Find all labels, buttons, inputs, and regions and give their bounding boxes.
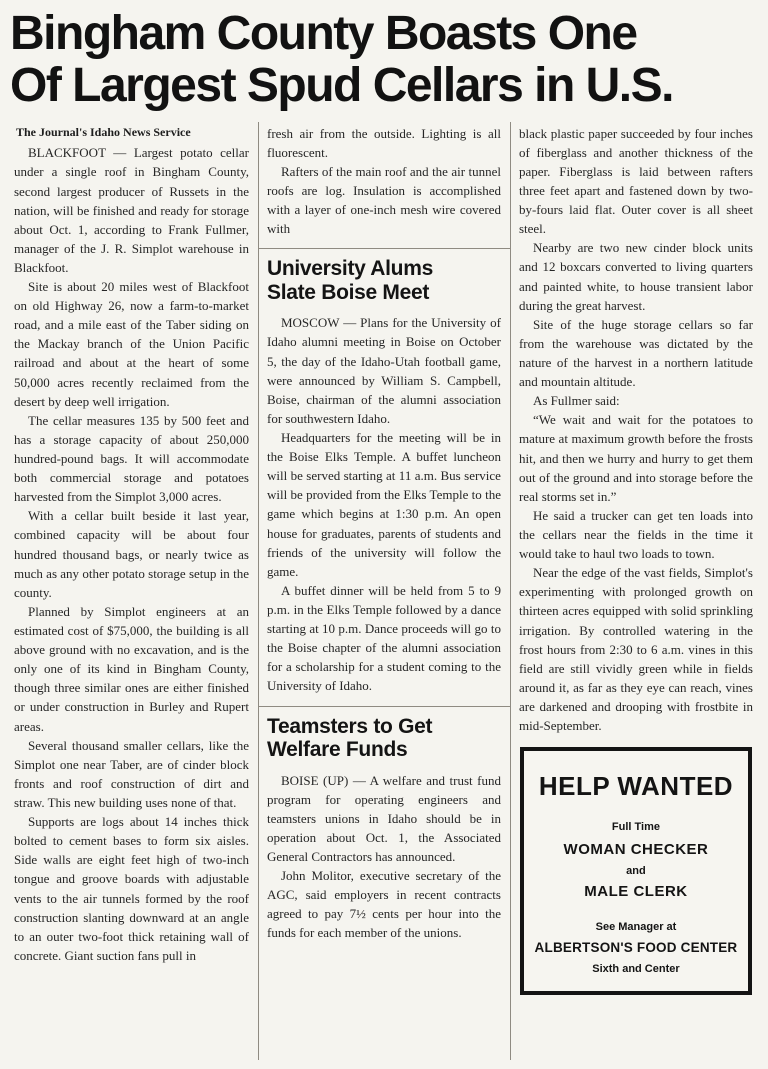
paragraph: BOISE (UP) — A welfare and trust fund program for operating engineers and teamsters unions in Idaho should be in operation about Oct. 1, the Associated General Contractors has announced. xyxy=(266,772,501,864)
ad-conjunction: and xyxy=(626,864,646,877)
paragraph: John Molitor, executive secretary of the AGC, said employers in recent contracts agreed to pay 7½ cents per hour into the funds for each member of the unions. xyxy=(266,868,501,941)
byline: The Journal's Idaho News Service xyxy=(16,124,191,139)
paragraph: Near the edge of the vast fields, Simplot's experimenting with prolonged growth on thirteen acres equipped with solid sprinkling irrigation. By controlled watering in the frost hours from 2:30 to 6 a.m. vines in this field are still vividly green while in fields around it, as far as they eye can reach, vines are darkened and drooping with frostbite in mid-September. xyxy=(518,565,753,734)
paragraph: Headquarters for the meeting will be in the Boise Elks Temple. A buffet luncheon will be served starting at 11 a.m. Bus service will be provided from the Elks Temple to the game which begins at 1:30 p.m. An open house for graduates, parents of students and friends of the university will follow the game. xyxy=(266,430,501,579)
paragraph: fresh air from the outside. Lighting is all fluorescent. xyxy=(266,125,501,160)
paragraph: He said a trucker can get ten loads into the cellars near the fields in the time it would take to haul two loads to town. xyxy=(518,507,753,562)
subhead-line: University Alums xyxy=(266,257,433,281)
paragraph: Planned by Simplot engineers at an estimated cost of $75,000, the building is all above ground with no excavation, and is the only one of its kind in Bingham County, though three similar ones are either finished or under construction in Burley and Rupert areas. xyxy=(14,603,249,734)
paragraph: The cellar measures 135 by 500 feet and has a storage capacity of about 250,000 hundred-pound bags. It will accommodate both commercial storage and potatoes harvested from the Simplot 3,000 acres. xyxy=(14,412,249,505)
paragraph: MOSCOW — Plans for the University of Idaho alumni meeting in Boise on October 5, the day of the Idaho-Utah football game, were announced by William S. Campbell, Boise, chairman of the alumni association for southwestern Idaho. xyxy=(266,315,501,426)
section-divider xyxy=(259,248,510,249)
ad-spacer xyxy=(530,903,742,919)
ad-position-1: WOMAN CHECKER xyxy=(563,840,709,858)
ad-subtitle: Full Time xyxy=(611,821,660,834)
subhead-university-alums xyxy=(267,257,501,304)
headline-line-2: Of Largest Spud Cellars in U.S. xyxy=(10,58,673,112)
ad-see-manager: See Manager at xyxy=(595,920,677,933)
article-columns xyxy=(6,122,762,1060)
subhead-teamsters xyxy=(267,715,501,762)
paragraph: A buffet dinner will be held from 5 to 9 p.m. in the Elks Temple followed by a dance starting at 10 p.m. Dance proceeds will go to the Boise chapter of the alumni association for a scholarship for a student coming to the University of Idaho. xyxy=(266,582,501,694)
subhead-line: Welfare Funds xyxy=(266,738,408,762)
paragraph: BLACKFOOT — Largest potato cellar under a single roof in Bingham County, second largest producer of Russets in the nation, will be finished and ready for storage about Oct. 1, according to Frank Fullmer, manager of the J. R. Simplot warehouse in Blackfoot. xyxy=(14,145,249,275)
subhead-line: Teamsters to Get xyxy=(266,714,433,738)
paragraph: Site of the huge storage cellars so far from the warehouse was dictated by the nature of the harvest in a northern latitude and mountain altitude. xyxy=(518,316,753,390)
paragraph: As Fullmer said: xyxy=(532,393,620,409)
paragraph: Rafters of the main roof and the air tunnel roofs are log. Insulation is accomplished with a layer of one-inch mesh wire covered with xyxy=(266,163,501,237)
headline-line-1: Bingham County Boasts One xyxy=(10,7,637,60)
paragraph: Supports are logs about 14 inches thick bolted to cement bases to form six aisles. Side walls are eight feet high of two-inch tongue and groove boards with adjustable vents to the air tunnels formed by the roof construction slanting downward at an angle to an outer two-foot thick retaining wall of concrete. Giant suction fans pull in xyxy=(14,814,249,963)
column-1 xyxy=(6,122,258,1060)
section-divider xyxy=(259,706,510,707)
paragraph: black plastic paper succeeded by four inches of fiberglass and another thickness of the paper. Fiberglass is laid between rafters three feet apart and fastened down by two-by-fours laid flat. Outer cover is all sheet steel. xyxy=(518,125,753,237)
paragraph: “We wait and wait for the potatoes to mature at maximum growth before the frosts hit, and then we hurry and hurry to get them out of the ground and into storage before the real storms set in.” xyxy=(518,412,753,504)
paragraph: Several thousand smaller cellars, like the Simplot one near Taber, are of cinder block fronts and roof construction of dirt and straw. This new building uses none of that. xyxy=(14,737,249,810)
paragraph: Nearby are two new cinder block units and 12 boxcars converted to living quarters and painted white, to house transient labor during the great harvest. xyxy=(518,240,753,313)
paragraph: With a cellar built beside it last year, combined capacity will be about four hundred thousand bags, or nearly twice as much as any other potato storage setup in the county. xyxy=(14,508,249,600)
subhead-line: Slate Boise Meet xyxy=(266,280,430,304)
column-3 xyxy=(510,122,762,1060)
paragraph: Site is about 20 miles west of Blackfoot on old Highway 26, now a farm-to-market road, and a mile east of the Taber siding on the Mackay branch of the Union Pacific railroad and about at the heart of some 50,000 acres recently reclaimed from the desert by deep well irrigation. xyxy=(14,279,249,409)
column-2 xyxy=(258,122,510,1060)
ad-store-address: Sixth and Center xyxy=(592,962,680,975)
ad-title: HELP WANTED xyxy=(538,771,734,802)
headline xyxy=(10,8,762,112)
help-wanted-ad xyxy=(520,747,752,995)
ad-store-name: ALBERTSON'S FOOD CENTER xyxy=(534,939,738,955)
ad-position-2: MALE CLERK xyxy=(584,882,688,900)
